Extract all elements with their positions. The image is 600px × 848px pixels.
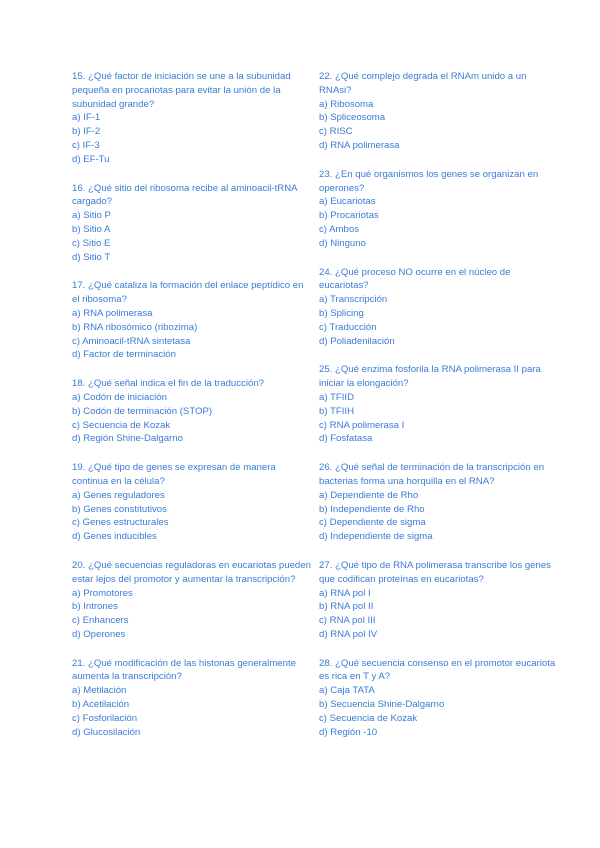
question-text: 18. ¿Qué señal indica el fin de la traducción? [72, 378, 264, 390]
answer-option: b) Acetilación [72, 699, 130, 711]
answer-option: d) Región Shine-Dalgarno [72, 433, 183, 445]
answer-option: d) Operones [72, 628, 126, 640]
answer-option: c) Enhancers [72, 615, 129, 627]
answer-option: b) Codón de terminación (STOP) [72, 405, 213, 417]
question-block [72, 279, 312, 362]
answer-option: d) Glucosilación [72, 726, 141, 738]
answer-option: c) Dependiente de sigma [319, 517, 426, 529]
answer-option: b) RNA pol II [319, 601, 374, 613]
answer-option: a) Metilación [72, 685, 127, 697]
question-text: 20. ¿Qué secuencias reguladoras en eucariotas pueden estar lejos del promotor y aumentar la transcripción? [72, 559, 311, 585]
answer-option: c) RNA polimerasa I [319, 419, 405, 431]
question-block [72, 657, 312, 740]
answer-option: d) Genes inducibles [72, 531, 157, 543]
answer-option: c) RISC [319, 126, 353, 138]
question-text: 23. ¿En qué organismos los genes se organizan en operones? [319, 168, 539, 194]
question-text: 22. ¿Qué complejo degrada el RNAm unido a un RNAsi? [319, 71, 527, 96]
answer-option: d) Región -10 [319, 726, 378, 738]
answer-option: a) RNA pol I [319, 587, 371, 599]
answer-option: a) Transcripción [319, 294, 388, 306]
answer-option: c) Fosforilación [72, 712, 138, 724]
answer-option: a) Eucariotas [319, 196, 376, 208]
question-block [319, 363, 559, 446]
answer-option: a) Dependiente de Rho [319, 489, 419, 501]
question-block [72, 70, 312, 167]
answer-option: c) IF-3 [72, 139, 100, 151]
answer-option: b) Independiente de Rho [319, 503, 425, 515]
answer-option: a) TFIID [319, 391, 355, 403]
question-text: 25. ¿Qué enzima fosforila la RNA polimerasa II para iniciar la elongación? [319, 364, 541, 390]
answer-option: c) Secuencia de Kozak [72, 419, 171, 431]
question-text: 16. ¿Qué sitio del ribosoma recibe al aminoacil-tRNA cargado? [72, 182, 298, 208]
question-block [72, 559, 312, 642]
answer-option: a) Promotores [72, 587, 133, 599]
answer-option: d) EF-Tu [72, 153, 110, 165]
answer-option: d) Poliadenilación [319, 335, 395, 347]
answer-option: b) TFIIH [319, 405, 355, 417]
question-text: 24. ¿Qué proceso NO ocurre en el núcleo de eucariotas? [319, 266, 511, 292]
answer-option: d) Ninguno [319, 237, 366, 249]
question-block [319, 461, 559, 544]
answer-option: a) IF-1 [72, 112, 101, 124]
question-block [319, 559, 559, 642]
question-text: 21. ¿Qué modificación de las histonas generalmente aumenta la transcripción? [72, 657, 296, 683]
answer-option: c) RNA pol III [319, 615, 376, 627]
question-block [319, 70, 559, 153]
question-text: 26. ¿Qué señal de terminación de la transcripción en bacterias forma una horquilla en el RNA? [319, 462, 545, 487]
question-text: 15. ¿Qué factor de iniciación se une a la subunidad pequeña en procariotas para evitar la unión de la subunidad grande? [72, 71, 291, 110]
question-block [72, 377, 312, 446]
question-block [72, 461, 312, 544]
answer-option: b) Genes constitutivos [72, 503, 167, 515]
answer-option: a) Sitio P [72, 210, 111, 222]
answer-option: d) RNA pol IV [319, 628, 378, 640]
answer-option: b) Procariotas [319, 210, 379, 222]
answer-option: d) Fosfatasa [319, 433, 373, 445]
question-block [319, 657, 559, 740]
answer-option: a) Codón de iniciación [72, 391, 167, 403]
right-column [319, 70, 559, 848]
question-block [319, 266, 559, 349]
question-text: 28. ¿Qué secuencia consenso en el promotor eucariota es rica en T y A? [319, 657, 556, 683]
answer-option: d) RNA polimerasa [319, 139, 400, 151]
answer-option: c) Aminoacil-tRNA sintetasa [72, 335, 191, 347]
answer-option: a) RNA polimerasa [72, 307, 153, 319]
answer-option: c) Secuencia de Kozak [319, 712, 418, 724]
answer-option: d) Independiente de sigma [319, 531, 433, 543]
answer-option: a) Caja TATA [319, 685, 375, 697]
answer-option: a) Genes reguladores [72, 489, 165, 501]
answer-option: b) Splicing [319, 307, 364, 319]
answer-option: d) Factor de terminación [72, 349, 176, 361]
answer-option: c) Sitio E [72, 237, 111, 249]
answer-option: c) Ambos [319, 223, 359, 235]
answer-option: d) Sitio T [72, 251, 111, 263]
question-text: 19. ¿Qué tipo de genes se expresan de manera continua en la célula? [72, 462, 276, 487]
answer-option: b) RNA ribosómico (ribozima) [72, 321, 198, 333]
question-block [319, 168, 559, 251]
question-text: 17. ¿Qué cataliza la formación del enlace peptídico en el ribosoma? [72, 280, 304, 306]
answer-option: b) Spliceosoma [319, 112, 386, 124]
left-column [72, 70, 312, 848]
answer-option: a) Ribosoma [319, 98, 374, 110]
answer-option: b) IF-2 [72, 126, 101, 138]
question-text: 27. ¿Qué tipo de RNA polimerasa transcribe los genes que codifican proteínas en eucariotas? [319, 559, 551, 585]
answer-option: c) Traducción [319, 321, 377, 333]
answer-option: b) Intrones [72, 601, 118, 613]
answer-option: b) Sitio A [72, 223, 111, 235]
question-block [72, 182, 312, 265]
answer-option: c) Genes estructurales [72, 517, 169, 529]
answer-option: b) Secuencia Shine-Dalgarno [319, 699, 445, 711]
